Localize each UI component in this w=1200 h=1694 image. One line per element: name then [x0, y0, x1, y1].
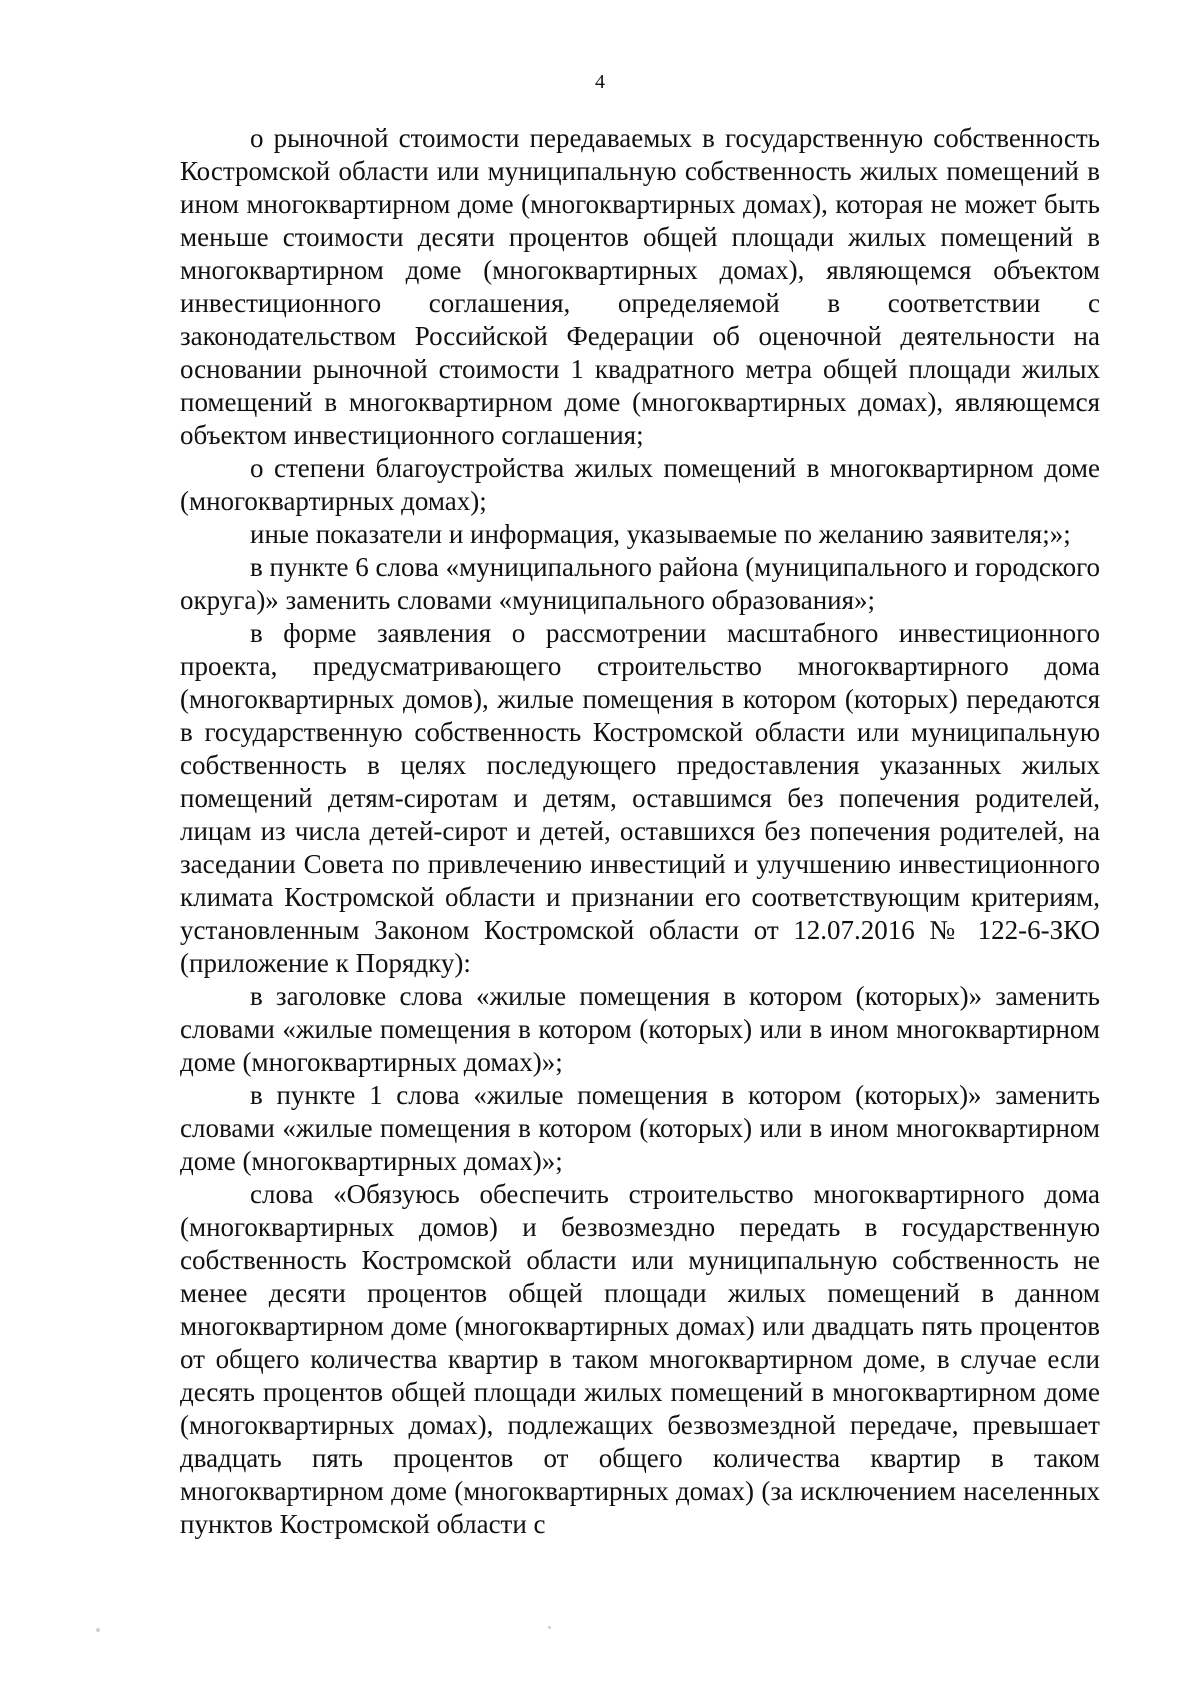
paragraph-application-form: в форме заявления о рассмотрении масштабного инвестиционного проекта, предусматривающего строительство многоквартирного дома (многоквартирных домов), жилые помещения в котором (которых) передаются в государственную собственность Костромской области или муниципальную собственность в целях последующего предоставления указанных жилых помещений детям-сиротам и детям, оставшимся без попечения родителей, лицам из числа детей-сирот и детей, оставшихся без попечения родителей, на заседании Совета по привлечению инвестиций и улучшению инвестиционного климата Костромской области и признании его соответствующим критериям, установленным Законом Костромской области от 12.07.2016 № 122-6-ЗКО (приложение к Порядку):	[180, 618, 1100, 978]
scan-speck	[96, 1628, 100, 1632]
paragraph-obligation: слова «Обязуюсь обеспечить строительство многоквартирного дома (многоквартирных домов) и безвозмездно передать в государственную собственность Костромской области или муниципальную собственность не менее десяти процентов общей площади жилых помещений в данном многоквартирном доме (многоквартирных домах) или двадцать пять процентов от общего количества квартир в таком многоквартирном доме, в случае если десять процентов общей площади жилых помещений в многоквартирном доме (многоквартирных домах), подлежащих безвозмездной передаче, превышает двадцать пять процентов от общего количества квартир в таком многоквартирном доме (многоквартирных домах) (за исключением населенных пунктов Костромской области с	[180, 1179, 1100, 1539]
paragraph-improvement-degree: о степени благоустройства жилых помещений в многоквартирном доме (многоквартирных домах);	[180, 453, 1100, 516]
paragraph-point-6: в пункте 6 слова «муниципального района (муниципального и городского округа)» заменить словами «муниципального образования»;	[180, 552, 1100, 615]
paragraph-other-indicators: иные показатели и информация, указываемые по желанию заявителя;»;	[250, 519, 1071, 549]
paragraph-market-value: о рыночной стоимости передаваемых в государственную собственность Костромской области или муниципальную собственность жилых помещений в ином многоквартирном доме (многоквартирных домах), которая не может быть меньше стоимости десяти процентов общей площади жилых помещений в многоквартирном доме (многоквартирных домах), являющемся объектом инвестиционного соглашения, определяемой в соответствии с законодательством Российской Федерации об оценочной деятельности на основании рыночной стоимости 1 квадратного метра общей площади жилых помещений в многоквартирном доме (многоквартирных домах), являющемся объектом инвестиционного соглашения;	[180, 123, 1100, 450]
page-number: 4	[595, 71, 605, 93]
document-body	[180, 122, 1100, 1541]
scan-speck	[548, 1626, 551, 1629]
paragraph-heading-change: в заголовке слова «жилые помещения в котором (которых)» заменить словами «жилые помещения в котором (которых) или в ином многоквартирном доме (многоквартирных домах)»;	[180, 981, 1100, 1077]
paragraph-point-1: в пункте 1 слова «жилые помещения в котором (которых)» заменить словами «жилые помещения в котором (которых) или в ином многоквартирном доме (многоквартирных домах)»;	[180, 1080, 1100, 1176]
